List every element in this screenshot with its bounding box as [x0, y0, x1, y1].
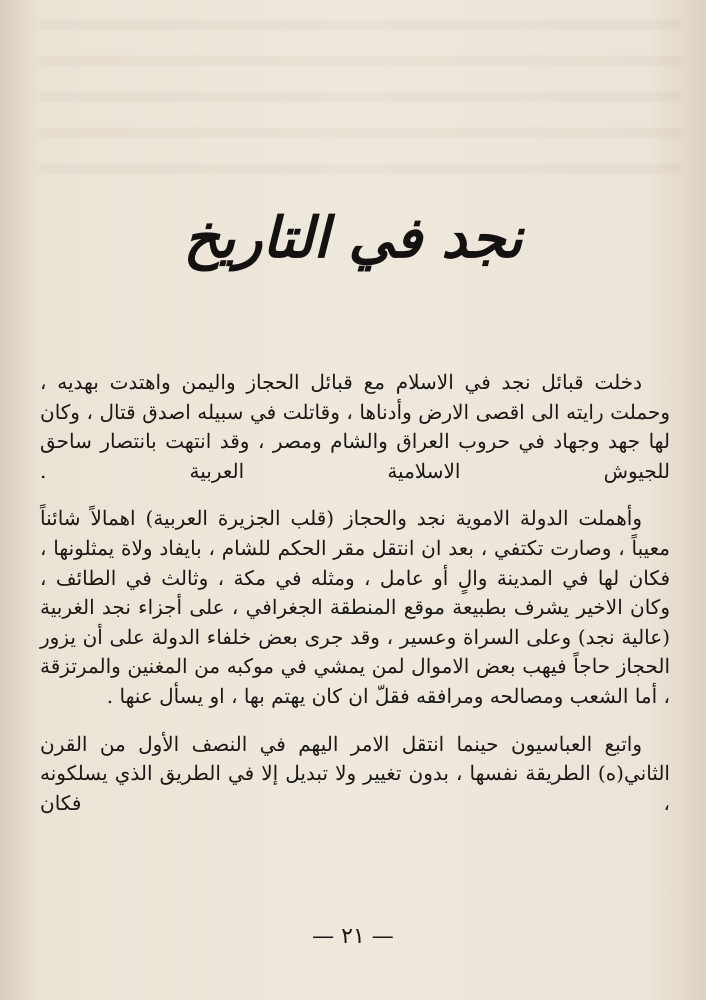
page-number: — ٢١ —: [312, 924, 394, 949]
body-text: [40, 368, 670, 836]
paragraph-3: واتبع العباسيون حينما انتقل الامر اليهم في النصف الأول من القرن الثاني(ه) الطريقة نفسها ، بدون تغيير ولا تبديل إلا في الطريق الذي يسلكونه ، فكان: [40, 731, 670, 815]
paragraph-2: وأهملت الدولة الاموية نجد والحجاز (قلب الجزيرة العربية) اهمالاً شائناً معيباً ، وصارت تكتفي ، بعد ان انتقل مقر الحكم للشام ، بايفاد ولاة يمثلونها ، فكان لها في المدينة والٍ أو عامل ، ومثله في مكة ، وثالث في الطائف ، وكان الاخير يشرف بطبيعة موقع المنطقة الجغرافي ، على أجزاء نجد الغربية (عالية نجد) وعلى السراة وعسير ، وقد جرى بعض خلفاء الدولة على أن يزور الحجاز حاجاً فيهب بعض الاموال لمن يمشي في موكبه من المغنين والمرتزقة ، أما الشعب ومصالحه ومرافقه فقلّ ان كان يهتم بها ، او يسأل عنها .: [40, 506, 670, 708]
bleed-through-text: [40, 20, 680, 200]
chapter-title: نجد في التاريخ: [183, 205, 523, 271]
paragraph-1: دخلت قبائل نجد في الاسلام مع قبائل الحجاز واليمن واهتدت بهديه ، وحملت رايته الى اقصى الارض وأدناها ، وقاتلت في سبيله اصدق قتال ، وكان لها جهد وجهاد في حروب العراق والشام ومصر ، وقد انتهت بانتصار ساحق للجيوش الاسلامية العربية .: [40, 370, 670, 483]
